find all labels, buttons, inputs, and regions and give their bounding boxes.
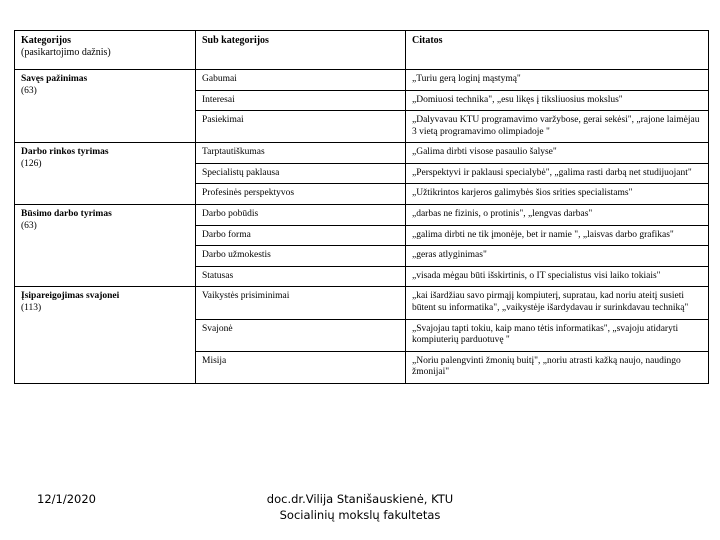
- table-header-row: [15, 31, 709, 70]
- subcategory-cell: Tarptautiškumas: [196, 143, 406, 164]
- subcategory-cell: Specialistų paklausa: [196, 163, 406, 184]
- citation-cell: „geras atlyginimas": [406, 246, 709, 267]
- qualitative-coding-table: [14, 30, 709, 384]
- footer-date: 12/1/2020: [37, 492, 96, 506]
- table-row: [15, 205, 709, 226]
- citation-cell: „visada mėgau būti išskirtinis, o IT specialistus visi laiko tokiais": [406, 266, 709, 287]
- category-label: Darbo rinkos tyrimas: [21, 147, 109, 158]
- citation-cell: „Perspektyvi ir paklausi specialybė", „galima rasti darbą net studijuojant": [406, 163, 709, 184]
- citation-cell: „Domiuosi technika", „esu likęs į tiksliuosius mokslus": [406, 90, 709, 111]
- subcategory-cell: Svajonė: [196, 319, 406, 351]
- subcategory-cell: Darbo forma: [196, 225, 406, 246]
- subcategory-cell: Gabumai: [196, 70, 406, 91]
- citation-cell: „Užtikrintos karjeros galimybės šios srities specialistams": [406, 184, 709, 205]
- table-row: [15, 143, 709, 164]
- category-frequency: (126): [21, 158, 42, 169]
- subcategory-cell: Darbo užmokestis: [196, 246, 406, 267]
- citation-cell: „Noriu palengvinti žmonių buitį", „noriu atrasti kažką naujo, naudingo žmonijai": [406, 351, 709, 383]
- subcategory-cell: Vaikystės prisiminimai: [196, 287, 406, 319]
- footer-author-line1: doc.dr.Vilija Stanišauskienė, KTU: [266, 492, 454, 506]
- category-cell: [15, 143, 196, 205]
- citation-cell: „Turiu gerą loginį mąstymą": [406, 70, 709, 91]
- category-cell: [15, 205, 196, 287]
- table-row: [15, 70, 709, 91]
- subcategory-cell: Misija: [196, 351, 406, 383]
- header-categories-sub: (pasikartojimo dažnis): [21, 47, 111, 59]
- header-cell-categories: [15, 31, 196, 70]
- footer-author-line2: Socialinių mokslų fakultetas: [279, 507, 441, 522]
- footer-author: [0, 492, 720, 523]
- table-row: [15, 287, 709, 319]
- category-frequency: (113): [21, 302, 42, 313]
- citation-cell: „darbas ne fizinis, o protinis", „lengvas darbas": [406, 205, 709, 226]
- subcategory-cell: Pasiekimai: [196, 111, 406, 143]
- header-cell-citations: Citatos: [406, 31, 709, 70]
- citation-cell: „Dalyvavau KTU programavimo varžybose, gerai sekėsi", „rajone laimėjau 3 vietą programavimo olimpiadoje ": [406, 111, 709, 143]
- citation-cell: „galima dirbti ne tik įmonėje, bet ir namie ", „laisvas darbo grafikas": [406, 225, 709, 246]
- category-label: Savęs pažinimas: [21, 74, 88, 84]
- citation-cell: „kai išardžiau savo pirmąjį kompiuterį, supratau, kad noriu ateitį susieti būtent su informatika", „vaikystėje išardydavau ir surinkdavau techniką": [406, 287, 709, 319]
- category-cell: [15, 70, 196, 143]
- category-frequency: (63): [21, 220, 37, 231]
- subcategory-cell: Darbo pobūdis: [196, 205, 406, 226]
- header-cell-subcategories: Sub kategorijos: [196, 31, 406, 70]
- category-label: Būsimo darbo tyrimas: [21, 209, 112, 220]
- subcategory-cell: Interesai: [196, 90, 406, 111]
- category-label: Įsipareigojimas svajonei: [21, 291, 120, 302]
- header-categories-main: Kategorijos: [21, 35, 71, 46]
- citation-cell: „Galima dirbti visose pasaulio šalyse": [406, 143, 709, 164]
- category-frequency: (63): [21, 85, 37, 96]
- category-cell: [15, 287, 196, 383]
- subcategory-cell: Statusas: [196, 266, 406, 287]
- subcategory-cell: Profesinės perspektyvos: [196, 184, 406, 205]
- citation-cell: „Svajojau tapti tokiu, kaip mano tėtis informatikas", „svajoju atidaryti kompiuterių parduotuvę ": [406, 319, 709, 351]
